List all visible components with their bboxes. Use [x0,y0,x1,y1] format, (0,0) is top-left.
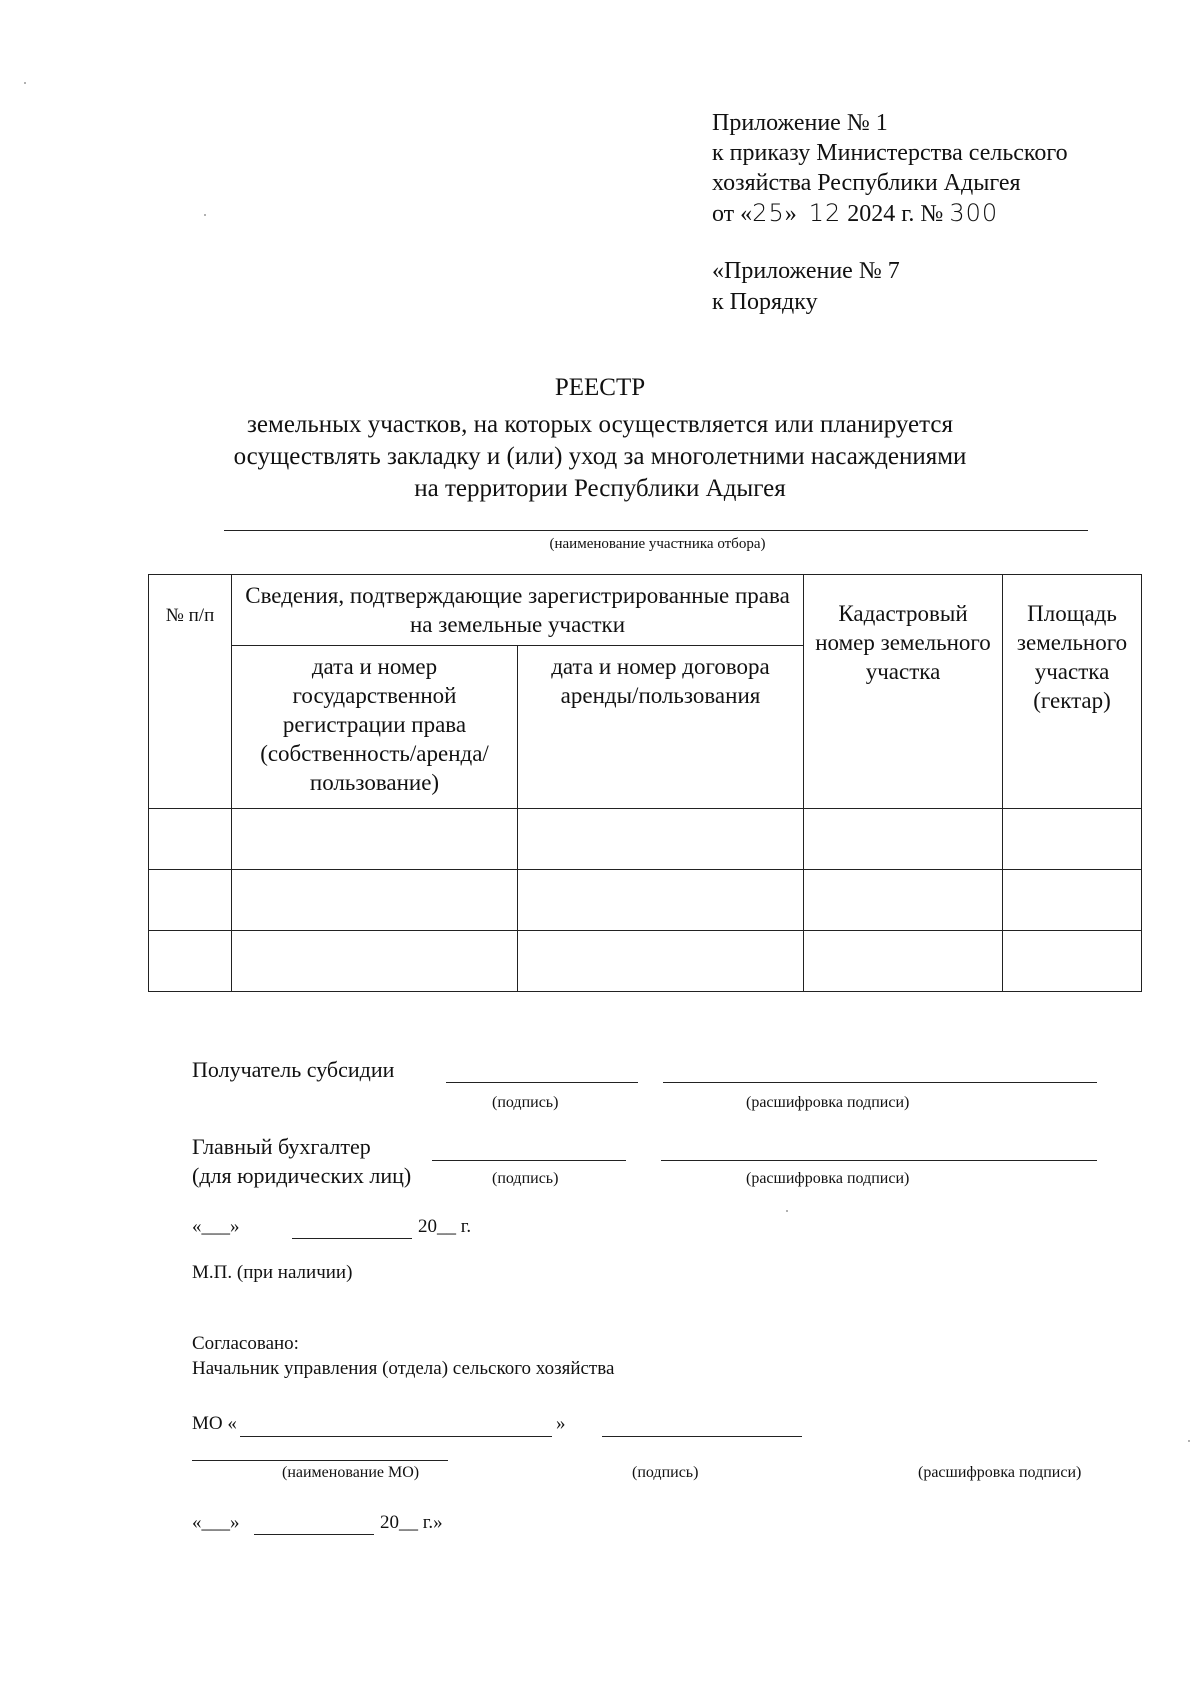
scan-speck [24,82,26,84]
table-row [149,931,1142,992]
header-cadastral: Кадастровый номер земельного участка [804,575,1003,809]
register-table [148,574,1142,992]
appendix-header [712,108,1068,229]
mo-caption: (наименование МО) [282,1464,420,1481]
header-registration: дата и номер государственной регистрации права (собственность/аренда/ пользование) [232,646,518,809]
document-heading: РЕЕСТР [554,374,646,401]
recipient-signature-caption: (подпись) [492,1094,559,1111]
agreed-label: Согласовано: [192,1333,299,1354]
mo-name-line[interactable] [240,1436,552,1437]
final-date-day: «___» [192,1512,240,1533]
table-row [149,809,1142,870]
table-row [149,870,1142,931]
appendix-line-order: к приказу Министерства сельского [712,140,1068,166]
recipient-decode-line[interactable] [663,1082,1097,1083]
scan-speck [204,214,206,216]
final-date-month-line[interactable] [254,1534,374,1535]
mo-signature-line[interactable] [602,1436,802,1437]
header-number: № п/п [149,575,232,809]
accountant-sublabel: (для юридических лиц) [192,1163,412,1188]
stamp-label: М.П. (при наличии) [192,1262,353,1283]
participant-caption: (наименование участника отбора) [549,536,766,552]
scan-speck [786,1210,788,1212]
recipient-decode-caption: (расшифровка подписи) [746,1094,910,1111]
order-day: 25 [752,199,785,227]
appendix-order-date: от «25» 12 2024 г. № 300 [712,199,999,227]
mo-decode-caption: (расшифровка подписи) [918,1464,1082,1481]
date-year: 20__ г. [418,1216,472,1237]
accountant-decode-caption: (расшифровка подписи) [746,1170,910,1187]
mo-signature-caption: (подпись) [632,1464,699,1481]
title-line-1: земельных участков, на которых осуществляется или планируется [247,411,953,438]
mo-caption-line [192,1460,448,1461]
recipient-signature-line[interactable] [446,1082,638,1083]
head-title: Начальник управления (отдела) сельского хозяйства [192,1358,615,1379]
header-lease: дата и номер договора аренды/пользования [518,646,804,809]
participant-name-line [224,530,1088,531]
scan-speck [1188,1440,1190,1442]
date-day: «___» [192,1216,240,1237]
order-month: 12 [808,199,842,227]
appendix-title: Приложение № 1 [712,110,888,136]
final-date-year: 20__ г.» [380,1512,443,1533]
title-line-3: на территории Республики Адыгея [414,475,786,502]
recipient-label: Получатель субсидии [192,1057,395,1082]
accountant-signature-caption: (подпись) [492,1170,559,1187]
mo-suffix: » [556,1413,566,1434]
appendix-line-ministry: хозяйства Республики Адыгея [712,170,1021,196]
date-month-line[interactable] [292,1238,412,1239]
mo-prefix: МО « [192,1413,237,1434]
accountant-signature-line[interactable] [432,1160,626,1161]
previous-appendix-header: «Приложение № 7 к Порядку [712,258,900,315]
header-area: Площадь земельного участка (гектар) [1003,575,1142,809]
title-line-2: осуществлять закладку и (или) уход за многолетними насаждениями [233,443,967,470]
accountant-label: Главный бухгалтер [192,1134,371,1159]
accountant-decode-line[interactable] [661,1160,1097,1161]
header-rights: Сведения, подтверждающие зарегистрированные права на земельные участки [232,575,804,646]
order-number: 300 [949,199,999,227]
